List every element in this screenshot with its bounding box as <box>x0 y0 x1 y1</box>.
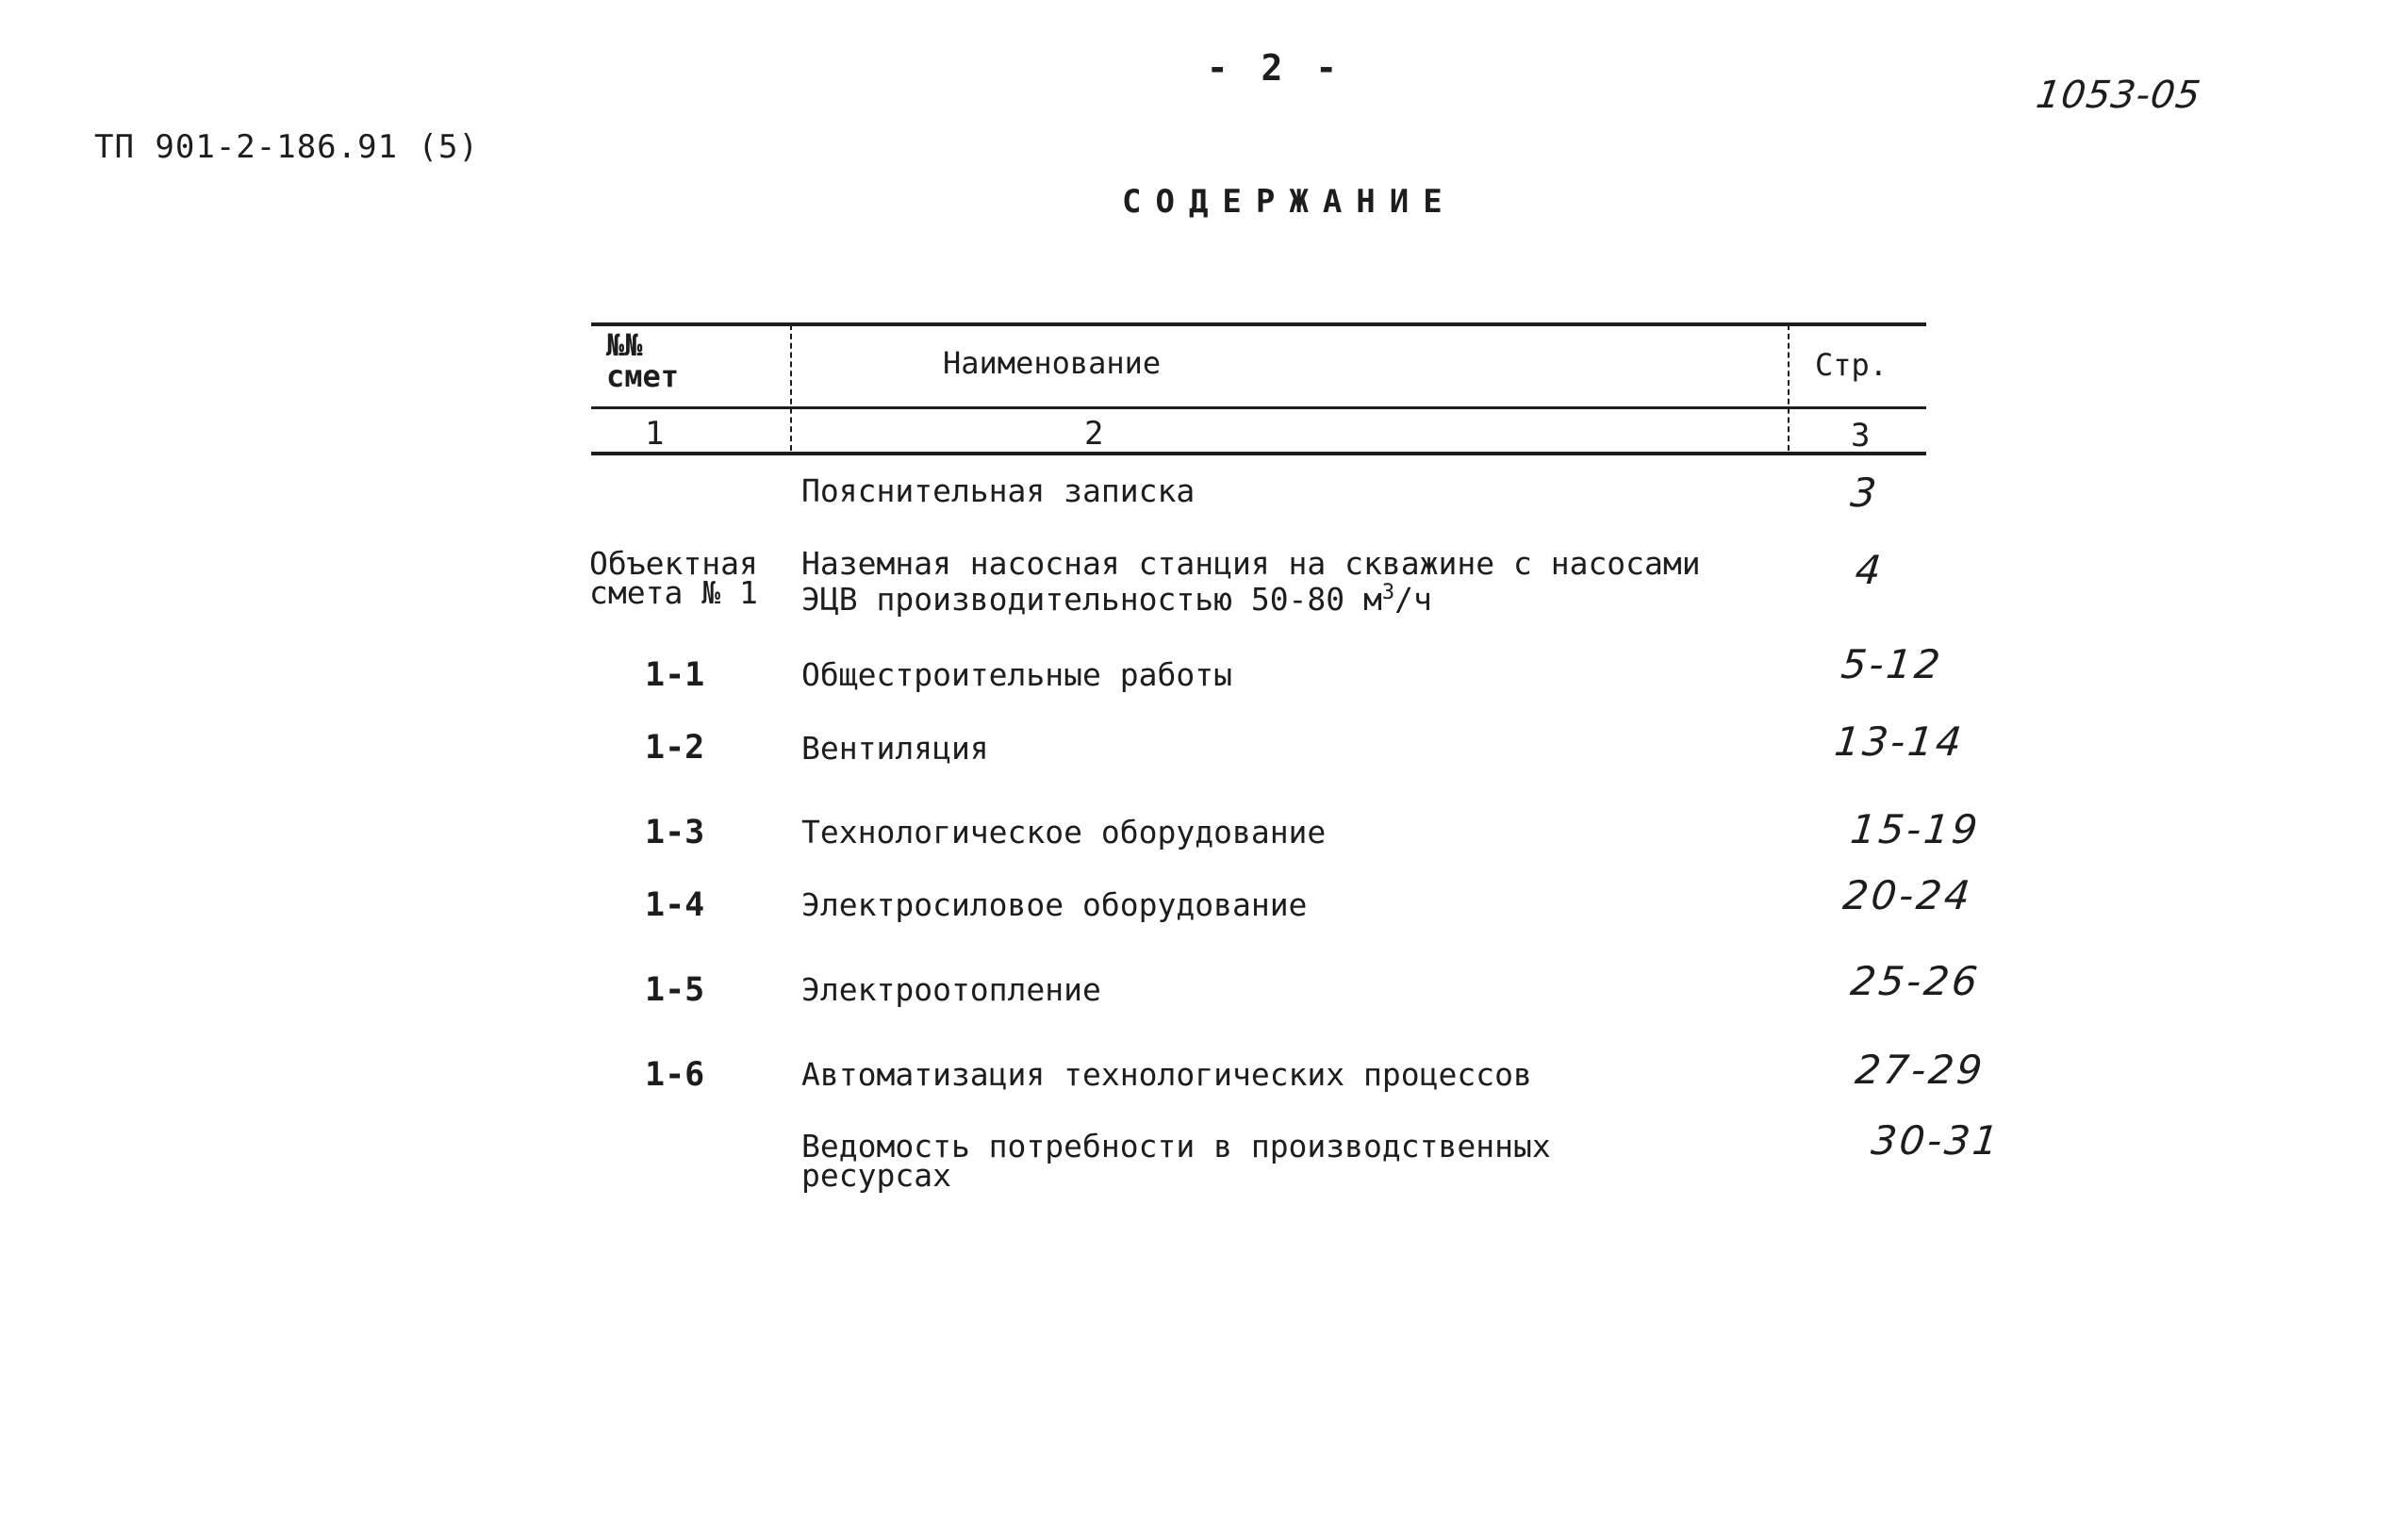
document-code: ТП 901-2-186.91 (5) <box>94 128 479 166</box>
header-estimate-number: №№ смет <box>606 327 680 394</box>
row-page: 30-31 <box>1869 1117 2004 1164</box>
row-page: 20-24 <box>1840 872 1975 918</box>
column-number-3: 3 <box>1851 417 1871 454</box>
row-page: 4 <box>1853 547 1887 593</box>
header-name: Наименование <box>943 345 1162 381</box>
row-code: 1-5 <box>645 971 705 1009</box>
row-page: 13-14 <box>1832 718 1967 765</box>
cubic-superscript: 3 <box>1381 581 1395 604</box>
row-name: Электроотопление <box>801 971 1101 1008</box>
row-code: 1-4 <box>645 886 705 924</box>
row-name: Наземная насосная станция на скважине с насосами ЭЦВ производительностью 50-80 $м^3/ч$ <box>801 545 1701 618</box>
row-name: Вентиляция <box>801 730 989 767</box>
row-name: Технологическое оборудование <box>801 814 1327 851</box>
row-page: 15-19 <box>1848 806 1983 852</box>
archive-number: 1053-05 <box>2033 74 2204 117</box>
row-name: Автоматизация технологических процессов <box>801 1056 1532 1093</box>
row-code: 1-2 <box>645 729 705 767</box>
row-code: 1-1 <box>645 656 705 694</box>
header-page: Стр. <box>1815 347 1888 383</box>
row-page: 25-26 <box>1848 958 1983 1004</box>
column-number-1: 1 <box>645 415 665 453</box>
table-divider-1 <box>790 324 794 451</box>
row-name: Ведомость потребности в производственных ресурсах <box>801 1128 1551 1194</box>
row-page: 5-12 <box>1839 641 1945 687</box>
row-page: 3 <box>1848 470 1882 516</box>
row-estimate-label: Объектная смета № 1 <box>589 545 758 611</box>
row-code: 1-6 <box>645 1056 705 1094</box>
row-code: 1-3 <box>645 814 705 851</box>
document-title: СОДЕРЖАНИЕ <box>1122 183 1457 221</box>
table-colnum-rule <box>591 452 1926 455</box>
column-number-2: 2 <box>1084 415 1104 453</box>
row-name: Общестроительные работы <box>801 656 1232 693</box>
row-name: Электросиловое оборудование <box>801 886 1308 923</box>
table-divider-2 <box>1788 324 1791 451</box>
page-number: - 2 - <box>1206 47 1344 89</box>
row-name: Пояснительная записка <box>801 472 1196 509</box>
row-page: 27-29 <box>1853 1047 1987 1093</box>
